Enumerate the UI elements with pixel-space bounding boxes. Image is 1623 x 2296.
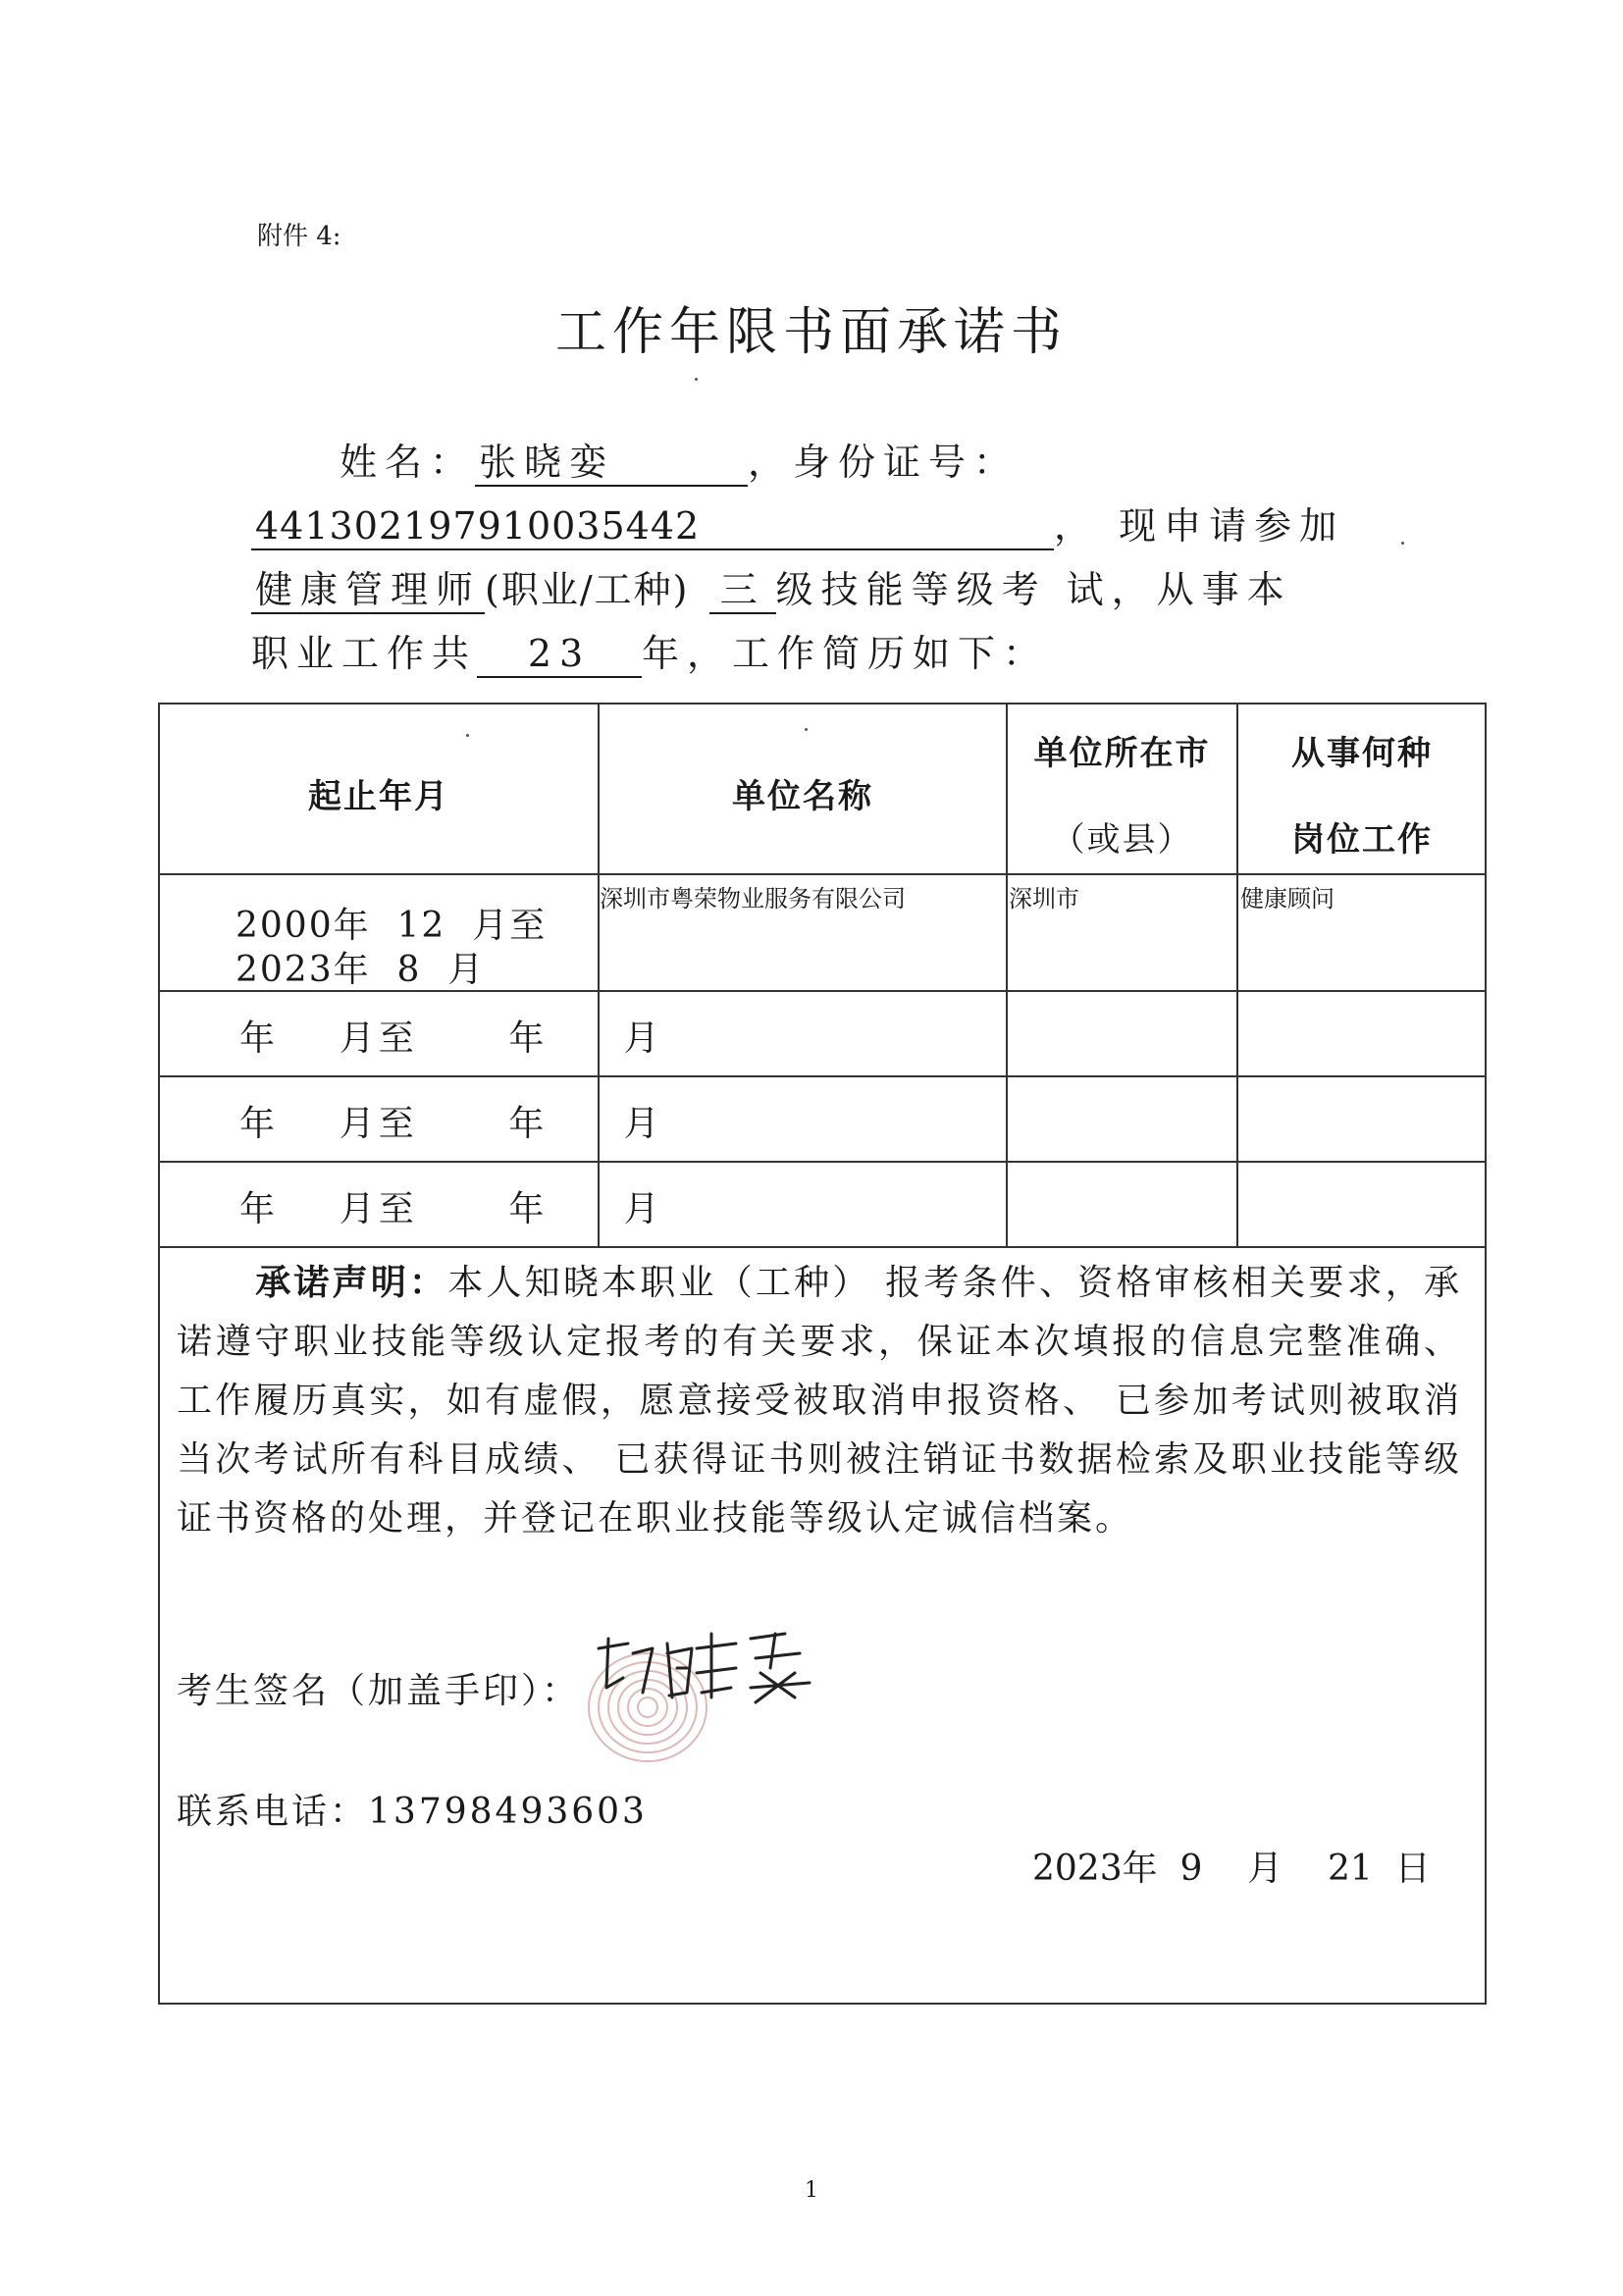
handwritten-signature xyxy=(589,1619,824,1717)
signing-date: 2023年 9 月 21 日 xyxy=(1032,1849,1431,1889)
declaration-body: 本人知晓本职业（工种） 报考条件、资格审核相关要求，承诺遵守职业技能等级认定报考的有关要求，保证本次填报的信息完整准确、工作履历真实，如有虚假，愿意接受被取消申报资格、 已参加考试则被取消当次考试所有科目成绩、 已获得证书则被注销证书数据检索及职业技能等级证书资格的处理，并登记在职业技能等级认定诚信档案。 xyxy=(177,1263,1462,1539)
id-number-field: 441302197910035442 xyxy=(251,505,1054,550)
header-position-line1: 从事何种 xyxy=(1291,734,1433,773)
signature-label: 考生签名（加盖手印）： xyxy=(177,1671,581,1711)
table-divider xyxy=(158,1161,1487,1163)
empty-row-period: 年 月至 年 月 xyxy=(239,1104,663,1144)
id-label: ，身份证号： xyxy=(748,441,1020,484)
contact-line xyxy=(177,1784,648,1834)
occupation-line xyxy=(251,559,1292,614)
table-divider xyxy=(1006,703,1008,1247)
years-prefix: 职业工作共 xyxy=(251,632,478,675)
years-suffix: 年，工作简历如下： xyxy=(642,632,1049,675)
header-position-line2: 岗位工作 xyxy=(1291,820,1433,860)
scan-speck xyxy=(695,378,698,381)
header-employer: 单位名称 xyxy=(732,777,873,816)
row-employer: 深圳市粤荣物业服务有限公司 xyxy=(600,885,906,913)
row-city: 深圳市 xyxy=(1009,885,1079,913)
header-city-line2: （或县） xyxy=(1051,820,1193,860)
name-line xyxy=(340,432,1019,487)
empty-row-period: 年 月至 年 月 xyxy=(239,1018,663,1059)
scan-speck xyxy=(1401,542,1404,545)
level-field: 三 xyxy=(709,569,776,614)
row-period-start: 2000年 12 月至 xyxy=(236,906,548,946)
empty-row-period: 年 月至 年 月 xyxy=(239,1189,663,1229)
name-field: 张晓娈 xyxy=(475,442,748,487)
declaration-text xyxy=(177,1254,1462,1548)
attachment-label: 附件 4: xyxy=(257,222,341,251)
row-position: 健康顾问 xyxy=(1240,885,1335,913)
id-line xyxy=(251,496,1344,550)
header-period: 起止年月 xyxy=(308,777,449,816)
years-field: 23 xyxy=(477,633,642,678)
occupation-field: 健康管理师 xyxy=(251,569,485,614)
page-title: 工作年限书面承诺书 xyxy=(554,303,1068,362)
phone-number: 13798493603 xyxy=(368,1792,648,1832)
years-line xyxy=(251,623,1048,678)
declaration-heading: 承诺声明： xyxy=(255,1263,448,1303)
occupation-suffix: (职业/工种) xyxy=(485,568,690,611)
level-suffix: 级技能等级考 试，从事本 xyxy=(775,568,1292,611)
table-divider xyxy=(158,873,1487,875)
table-divider xyxy=(158,1075,1487,1077)
phone-label: 联系电话： xyxy=(177,1792,369,1832)
page-number: 1 xyxy=(805,2178,818,2203)
row-period-end: 2023年 8 月 xyxy=(236,950,486,990)
name-label: 姓名： xyxy=(340,441,476,484)
header-city-line1: 单位所在市 xyxy=(1033,734,1211,773)
table-divider xyxy=(1236,703,1238,1247)
apply-text: ， 现申请参加 xyxy=(1054,504,1345,548)
table-divider xyxy=(158,1246,1487,1248)
